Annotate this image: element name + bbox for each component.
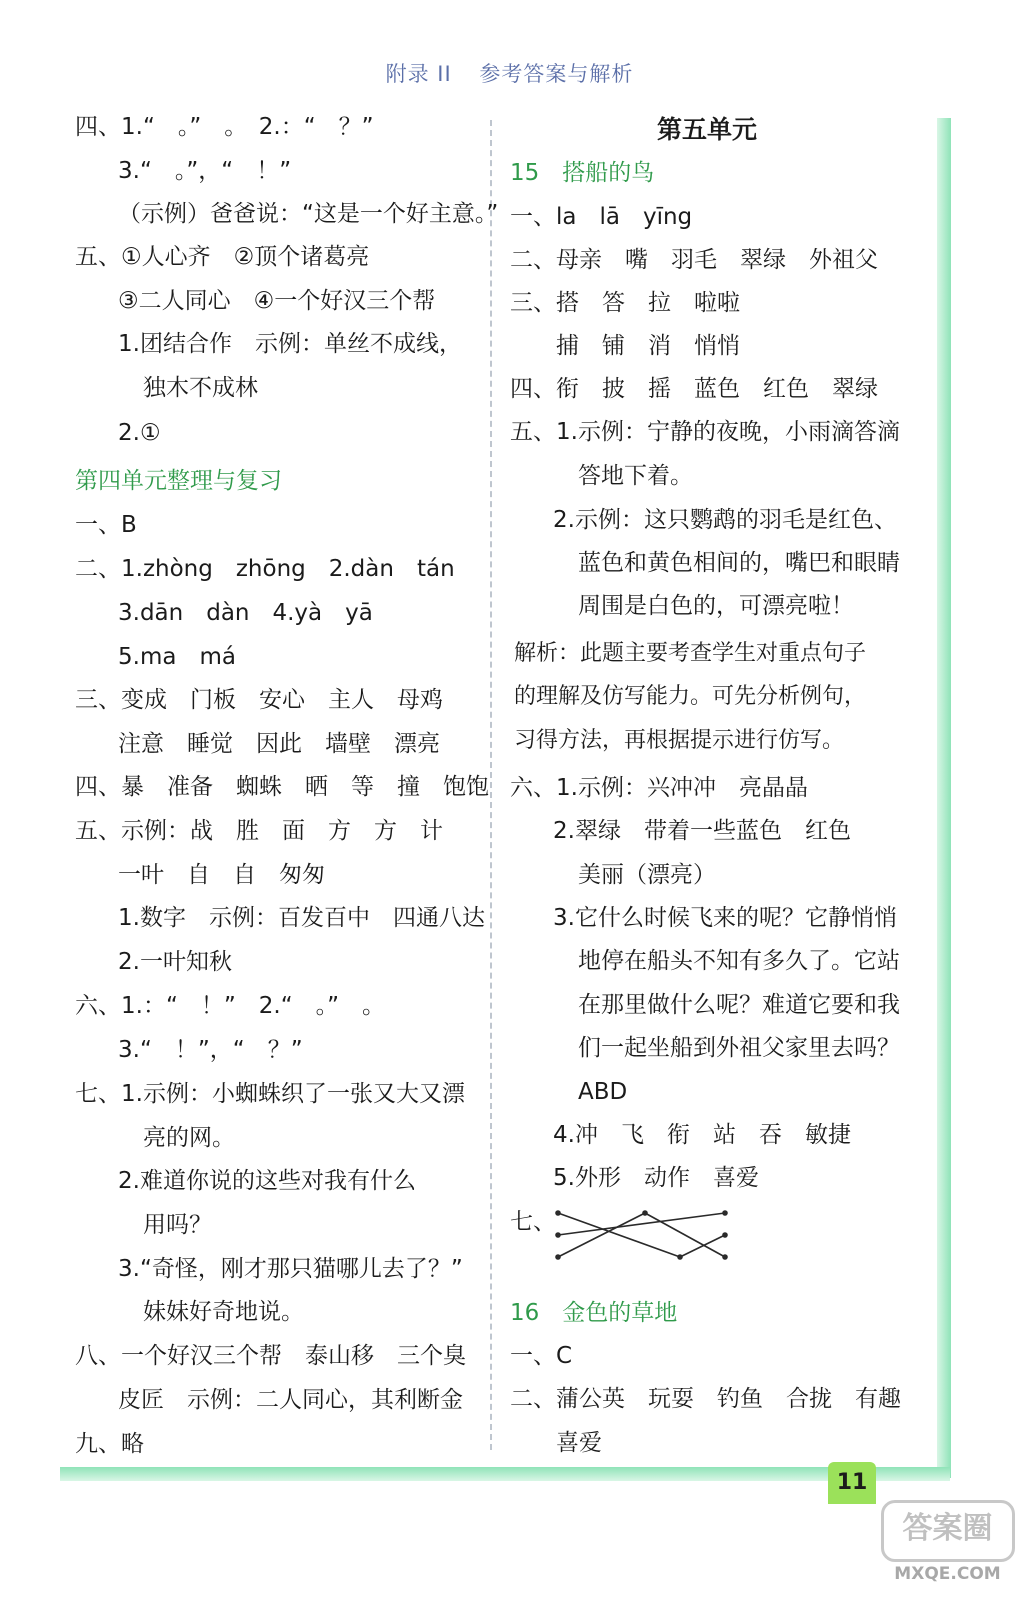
page-edge-right [937, 118, 951, 1478]
answer-line: 四、衔 披 摇 蓝色 红色 翠绿 [510, 376, 878, 402]
answer-line: 2.一叶知秋 [118, 949, 232, 975]
answer-line: 四、1.“ 。” 。 2.：“ ？” [75, 114, 374, 140]
answer-line: 蓝色和黄色相间的，嘴巴和眼睛 [578, 550, 900, 576]
answer-line: 喜爱 [556, 1430, 602, 1456]
answer-line: 答地下着。 [578, 463, 693, 489]
page-number: 11 [828, 1462, 876, 1504]
answer-line: 八、一个好汉三个帮 泰山移 三个臭 [75, 1343, 466, 1369]
watermark-mark: 答案圈 [881, 1500, 1015, 1562]
answer-line: 五、1.示例：宁静的夜晚，小雨滴答滴 [510, 419, 900, 445]
lesson-heading-16: 16 金色的草地 [510, 1300, 678, 1326]
answer-line: 2.① [118, 420, 161, 446]
answer-line: 妹妹好奇地说。 [143, 1299, 304, 1325]
answer-line: 3.它什么时候飞来的呢？它静悄悄 [553, 905, 897, 931]
answer-line: 美丽（漂亮） [578, 862, 716, 888]
header-title: 参考答案与解析 [479, 62, 634, 86]
answer-line: 们一起坐船到外祖父家里去吗？ [578, 1035, 900, 1061]
answer-line: 一、B [75, 512, 137, 538]
page-edge-bottom [60, 1467, 950, 1481]
answer-line: 二、蒲公英 玩耍 钓鱼 合拢 有趣 [510, 1386, 901, 1412]
answer-line: 在那里做什么呢？难道它要和我 [578, 992, 900, 1018]
answer-line: 独木不成林 [143, 375, 258, 401]
answer-line: 二、母亲 嘴 羽毛 翠绿 外祖父 [510, 247, 878, 273]
answer-line: 一叶 自 自 匆匆 [118, 862, 325, 888]
answer-line: 七、1.示例：小蜘蛛织了一张又大又漂 [75, 1081, 465, 1107]
answer-line: 六、1.示例：兴冲冲 亮晶晶 [510, 775, 808, 801]
answer-line: 1.团结合作 示例：单丝不成线， [118, 331, 462, 357]
answer-line: 捕 铺 消 悄悄 [556, 333, 740, 359]
answer-line: 1.数字 示例：百发百中 四通八达 [118, 905, 485, 931]
answer-line: （示例）爸爸说：“这是一个好主意。” [118, 201, 499, 227]
lesson-heading-15: 15 搭船的鸟 [510, 160, 655, 186]
answer-line: 3.dān dàn 4.yà yā [118, 600, 373, 626]
answer-line: 3.“ ！”，“ ？” [118, 1037, 303, 1063]
answer-line: 四、暴 准备 蜘蛛 晒 等 撞 饱饱 [75, 774, 489, 800]
analysis-line: 的理解及仿写能力。可先分析例句， [514, 684, 867, 709]
analysis-line: 解析：此题主要考查学生对重点句子 [514, 641, 867, 666]
answer-line: 3.“ 。”，“ ！” [118, 158, 292, 184]
answer-line: 周围是白色的，可漂亮啦！ [578, 593, 854, 619]
answer-line: 三、搭 答 拉 啦啦 [510, 290, 740, 316]
unit5-title: 第五单元 [657, 115, 758, 144]
watermark-url: MXQE.COM [894, 1564, 1001, 1584]
watermark-logo [880, 1500, 1015, 1596]
answer-line: 2.翠绿 带着一些蓝色 红色 [553, 818, 851, 844]
answer-line: 皮匠 示例：二人同心，其利断金 [118, 1387, 463, 1413]
column-divider [490, 120, 492, 1450]
answer-line: 五、示例：战 胜 面 方 方 计 [75, 818, 443, 844]
matching-lines-diagram [550, 1205, 735, 1275]
answer-line: 一、la lā yīng [510, 204, 693, 230]
answer-line: 4.冲 飞 衔 站 吞 敏捷 [553, 1122, 851, 1148]
answer-line: 一、C [510, 1343, 573, 1369]
answer-line: 三、变成 门板 安心 主人 母鸡 [75, 687, 443, 713]
answer-line: 3.“奇怪，刚才那只猫哪儿去了？” [118, 1256, 463, 1282]
page-header [0, 58, 1019, 88]
answer-line: 5.外形 动作 喜爱 [553, 1165, 759, 1191]
answer-line: 地停在船头不知有多久了。它站 [578, 948, 900, 974]
appendix-label: 附录 II [385, 62, 452, 86]
answer-line: 六、1.：“ ！” 2.“ 。” 。 [75, 993, 386, 1019]
answer-line: 用吗？ [143, 1212, 212, 1238]
answer-line: ABD [578, 1079, 628, 1105]
answer-line: 二、1.zhòng zhōng 2.dàn tán [75, 556, 455, 582]
analysis-line: 习得方法，再根据提示进行仿写。 [514, 728, 845, 753]
answer-line: 5.ma má [118, 644, 236, 670]
answer-line: 亮的网。 [143, 1125, 235, 1151]
answer-line: 2.难道你说的这些对我有什么 [118, 1168, 416, 1194]
answer-line: 注意 睡觉 因此 墙壁 漂亮 [118, 731, 440, 757]
answer-line: 五、①人心齐 ②顶个诸葛亮 [75, 244, 370, 270]
answer-line: 九、略 [75, 1431, 144, 1457]
answer-line: ③二人同心 ④一个好汉三个帮 [118, 288, 436, 314]
section-heading-unit4-review: 第四单元整理与复习 [75, 468, 282, 494]
answer-line: 2.示例：这只鹦鹉的羽毛是红色、 [553, 507, 897, 533]
answer-line: 七、 [510, 1209, 556, 1235]
